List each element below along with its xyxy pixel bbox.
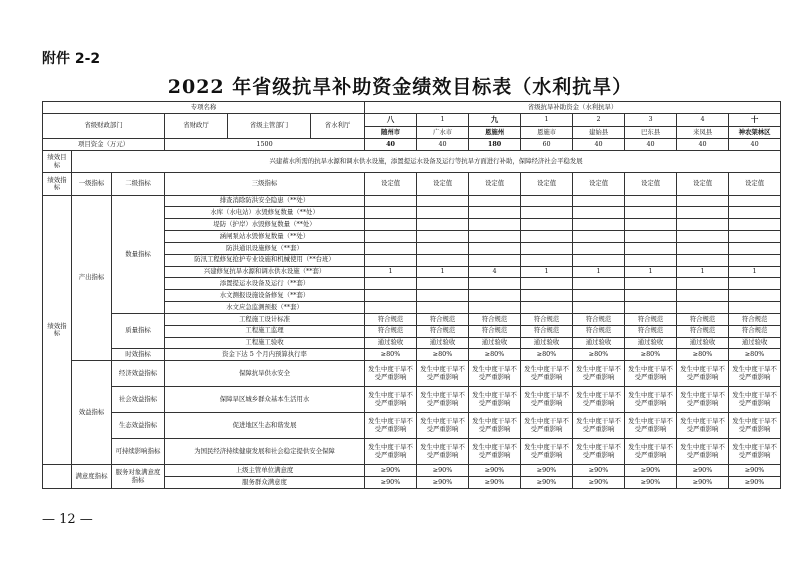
quantity-value <box>417 195 469 207</box>
region-name: 随州市 <box>365 127 417 139</box>
quantity-value <box>469 219 521 231</box>
benefit-level2: 社会效益指标 <box>112 387 165 413</box>
benefit-value: 发生中度干旱不受严重影响 <box>417 439 469 465</box>
quality-value: 符合规范 <box>677 325 729 337</box>
finance-dept-label: 省级财政部门 <box>43 113 165 138</box>
quantity-value <box>625 242 677 254</box>
set-value-header: 设定值 <box>729 173 781 195</box>
satisfaction-value: ≥90% <box>521 477 573 489</box>
quantity-value <box>417 278 469 290</box>
project-name-value: 省级抗旱补助资金（水利抗旱） <box>365 102 781 114</box>
region-code: 八 <box>365 113 417 127</box>
quantity-value <box>625 302 677 314</box>
quantity-value <box>677 219 729 231</box>
quality-value: 符合规范 <box>625 325 677 337</box>
quality-value: 符合规范 <box>521 325 573 337</box>
page-title: 2022 年省级抗旱补助资金绩效目标表（水利抗旱） <box>167 76 633 98</box>
benefit-value: 发生中度干旱不受严重影响 <box>573 361 625 387</box>
quantity-value <box>677 231 729 243</box>
satisfaction-value: ≥90% <box>625 465 677 477</box>
benefit-value: 发生中度干旱不受严重影响 <box>573 387 625 413</box>
set-value-header: 设定值 <box>573 173 625 195</box>
quantity-value <box>625 231 677 243</box>
quantity-value <box>521 290 573 302</box>
funds-label: 项目资金（万元） <box>43 139 165 151</box>
quantity-value <box>417 219 469 231</box>
set-value-header: 设定值 <box>677 173 729 195</box>
level3-header: 三级指标 <box>165 173 365 195</box>
benefit-value: 发生中度干旱不受严重影响 <box>365 361 417 387</box>
satisfaction-value: ≥90% <box>521 465 573 477</box>
benefit-value: 发生中度干旱不受严重影响 <box>573 439 625 465</box>
quantity-value <box>729 207 781 219</box>
benefit-value: 发生中度干旱不受严重影响 <box>521 361 573 387</box>
quantity-value <box>521 278 573 290</box>
quantity-value <box>365 207 417 219</box>
level2-header: 二级指标 <box>112 173 165 195</box>
region-name: 巴东县 <box>625 127 677 139</box>
region-funds: 180 <box>469 139 521 151</box>
funds-row <box>43 139 781 151</box>
quality-value: 符合规范 <box>417 313 469 325</box>
benefit-value: 发生中度干旱不受严重影响 <box>573 413 625 439</box>
quality-value: 符合规范 <box>677 313 729 325</box>
quantity-value <box>365 195 417 207</box>
quantity-value: 1 <box>625 266 677 278</box>
quantity-value <box>365 242 417 254</box>
quantity-value <box>521 195 573 207</box>
benefit-value: 发生中度干旱不受严重影响 <box>625 413 677 439</box>
quantity-value <box>469 195 521 207</box>
quality-value: 通过验收 <box>625 337 677 349</box>
benefit-value: 发生中度干旱不受严重影响 <box>729 387 781 413</box>
satisfaction-indicator: 服务群众满意度 <box>165 477 365 489</box>
benefit-value: 发生中度干旱不受严重影响 <box>729 413 781 439</box>
quantity-value <box>521 207 573 219</box>
region-name: 来凤县 <box>677 127 729 139</box>
quantity-value <box>677 302 729 314</box>
quantity-value <box>677 242 729 254</box>
region-code: 4 <box>677 113 729 127</box>
benefit-value: 发生中度干旱不受严重影响 <box>521 387 573 413</box>
quantity-value <box>417 207 469 219</box>
quantity-indicator: 排查消除防洪安全隐患（**处） <box>165 195 365 207</box>
quantity-value <box>521 219 573 231</box>
benefit-level2: 可持续影响指标 <box>112 439 165 465</box>
indicator-header-row <box>43 173 781 195</box>
benefit-value: 发生中度干旱不受严重影响 <box>677 361 729 387</box>
benefit-level2: 生态效益指标 <box>112 413 165 439</box>
quality-value: 符合规范 <box>573 313 625 325</box>
quantity-value <box>729 195 781 207</box>
quantity-value <box>625 290 677 302</box>
quantity-indicator: 堤防（护岸）水毁修复数量（**处） <box>165 219 365 231</box>
benefit-value: 发生中度干旱不受严重影响 <box>417 387 469 413</box>
benefit-level2: 经济效益指标 <box>112 361 165 387</box>
benefit-value: 发生中度干旱不受严重影响 <box>625 387 677 413</box>
quality-value: 符合规范 <box>573 325 625 337</box>
timeliness-value: ≥80% <box>365 349 417 361</box>
quality-value: 符合规范 <box>521 313 573 325</box>
region-code: 2 <box>573 113 625 127</box>
benefit-value: 发生中度干旱不受严重影响 <box>729 439 781 465</box>
quantity-indicator: 水文测报设施设备修复（**套） <box>165 290 365 302</box>
benefit-value: 发生中度干旱不受严重影响 <box>677 439 729 465</box>
benefit-value: 发生中度干旱不受严重影响 <box>365 439 417 465</box>
competent-dept-label: 省级主管部门 <box>228 113 311 138</box>
attachment-label: 附件 2-2 <box>42 51 101 67</box>
quantity-value <box>469 242 521 254</box>
benefit-value: 发生中度干旱不受严重影响 <box>521 413 573 439</box>
quantity-indicator: 兴建修复抗旱水源和调水供水设施（**套） <box>165 266 365 278</box>
goal-text: 兴建蓄水所需的抗旱水源和调水供水设施，添置提运水设备及运行等抗旱方面进行补助，保障经济社会平稳发展 <box>72 151 781 173</box>
quantity-value <box>573 219 625 231</box>
satisfaction-spacer <box>43 465 72 489</box>
quality-value: 符合规范 <box>469 313 521 325</box>
quality-indicator: 工程施工验收 <box>165 337 365 349</box>
quantity-value <box>469 254 521 266</box>
quantity-value <box>729 278 781 290</box>
region-funds: 40 <box>625 139 677 151</box>
benefit-indicator: 保障抗旱供水安全 <box>165 361 365 387</box>
quality-value: 通过验收 <box>417 337 469 349</box>
quantity-value <box>469 278 521 290</box>
quantity-value <box>469 231 521 243</box>
quality-value: 通过验收 <box>573 337 625 349</box>
benefit-indicator: 保障旱区城乡群众基本生活用水 <box>165 387 365 413</box>
timeliness-value: ≥80% <box>677 349 729 361</box>
satisfaction-value: ≥90% <box>573 465 625 477</box>
quantity-value: 1 <box>729 266 781 278</box>
quantity-value <box>417 231 469 243</box>
set-value-header: 设定值 <box>625 173 677 195</box>
quantity-value <box>365 302 417 314</box>
satisfaction-value: ≥90% <box>625 477 677 489</box>
quality-value: 通过验收 <box>521 337 573 349</box>
timeliness-value: ≥80% <box>469 349 521 361</box>
benefit-value: 发生中度干旱不受严重影响 <box>521 439 573 465</box>
quantity-value: 1 <box>573 266 625 278</box>
quality-row <box>43 313 781 325</box>
benefit-value: 发生中度干旱不受严重影响 <box>677 387 729 413</box>
quality-value: 通过验收 <box>469 337 521 349</box>
competent-dept-value: 省水利厅 <box>311 113 365 138</box>
quality-value: 符合规范 <box>365 313 417 325</box>
benefit-value: 发生中度干旱不受严重影响 <box>625 361 677 387</box>
project-name-row <box>43 102 781 114</box>
quantity-value <box>417 302 469 314</box>
project-name-label: 专项名称 <box>43 102 365 114</box>
quantity-value <box>677 290 729 302</box>
quantity-value <box>365 231 417 243</box>
quantity-indicator: 添置提运水设备及运行（**套） <box>165 278 365 290</box>
quantity-value <box>573 290 625 302</box>
benefit-value: 发生中度干旱不受严重影响 <box>417 361 469 387</box>
benefit-row <box>43 387 781 413</box>
quantity-value <box>677 195 729 207</box>
satisfaction-value: ≥90% <box>677 477 729 489</box>
benefit-row <box>43 439 781 465</box>
quantity-value <box>417 290 469 302</box>
timeliness-value: ≥80% <box>573 349 625 361</box>
benefit-value: 发生中度干旱不受严重影响 <box>677 413 729 439</box>
satisfaction-value: ≥90% <box>469 465 521 477</box>
satisfaction-indicator: 上级主管单位满意度 <box>165 465 365 477</box>
quantity-row <box>43 195 781 207</box>
quantity-value <box>469 290 521 302</box>
timeliness-label: 时效指标 <box>112 349 165 361</box>
quantity-indicator: 涵闸泵站水毁修复数量（**处） <box>165 231 365 243</box>
timeliness-value: ≥80% <box>521 349 573 361</box>
quantity-value <box>573 302 625 314</box>
quantity-value <box>729 242 781 254</box>
quality-value: 通过验收 <box>677 337 729 349</box>
level1-header: 一级指标 <box>72 173 112 195</box>
quantity-value <box>625 207 677 219</box>
benefit-value: 发生中度干旱不受严重影响 <box>469 439 521 465</box>
quantity-value <box>469 302 521 314</box>
quality-value: 符合规范 <box>417 325 469 337</box>
quantity-value: 1 <box>417 266 469 278</box>
quantity-value <box>729 302 781 314</box>
region-funds: 60 <box>521 139 573 151</box>
quantity-value <box>677 207 729 219</box>
quality-value: 符合规范 <box>469 325 521 337</box>
satisfaction-value: ≥90% <box>677 465 729 477</box>
region-name: 恩施市 <box>521 127 573 139</box>
quantity-value <box>677 278 729 290</box>
quantity-value <box>729 231 781 243</box>
region-funds: 40 <box>729 139 781 151</box>
quality-value: 通过验收 <box>365 337 417 349</box>
satisfaction-value: ≥90% <box>729 465 781 477</box>
output-label: 产出指标 <box>72 195 112 361</box>
region-code: 十 <box>729 113 781 127</box>
quantity-value <box>573 278 625 290</box>
set-value-header: 设定值 <box>365 173 417 195</box>
benefit-row <box>43 413 781 439</box>
benefit-row <box>43 361 781 387</box>
satisfaction-row <box>43 465 781 477</box>
quantity-value <box>729 219 781 231</box>
satisfaction-label: 满意度指标 <box>72 465 112 489</box>
quality-value: 符合规范 <box>729 325 781 337</box>
satisfaction-value: ≥90% <box>365 477 417 489</box>
region-funds: 40 <box>417 139 469 151</box>
region-code: 1 <box>521 113 573 127</box>
region-funds: 40 <box>365 139 417 151</box>
quantity-value <box>521 254 573 266</box>
quantity-indicator: 水库（水电站）水毁修复数量（**处） <box>165 207 365 219</box>
quantity-value <box>365 278 417 290</box>
benefit-indicator: 促进地区生态和谐发展 <box>165 413 365 439</box>
timeliness-value: ≥80% <box>417 349 469 361</box>
region-code: 九 <box>469 113 521 127</box>
benefit-indicator: 为国民经济持续健康发展和社会稳定提供安全保障 <box>165 439 365 465</box>
benefit-value: 发生中度干旱不受严重影响 <box>469 361 521 387</box>
region-code: 1 <box>417 113 469 127</box>
region-name: 广水市 <box>417 127 469 139</box>
benefit-value: 发生中度干旱不受严重影响 <box>729 361 781 387</box>
quantity-value <box>417 242 469 254</box>
quality-value: 符合规范 <box>365 325 417 337</box>
quality-value: 通过验收 <box>729 337 781 349</box>
dept-row <box>43 113 781 127</box>
benefit-value: 发生中度干旱不受严重影响 <box>469 387 521 413</box>
set-value-header: 设定值 <box>469 173 521 195</box>
timeliness-row <box>43 349 781 361</box>
quality-indicator: 工程施工设计标准 <box>165 313 365 325</box>
set-value-header: 设定值 <box>417 173 469 195</box>
quantity-value <box>521 242 573 254</box>
funds-value: 1500 <box>165 139 365 151</box>
benefit-label: 效益指标 <box>72 361 112 465</box>
quantity-indicator: 水文应急监测预报（**套） <box>165 302 365 314</box>
quantity-value <box>729 254 781 266</box>
quantity-value <box>625 278 677 290</box>
quantity-value: 1 <box>365 266 417 278</box>
region-name: 建始县 <box>573 127 625 139</box>
quantity-value: 4 <box>469 266 521 278</box>
goal-label: 绩效目标 <box>43 151 72 173</box>
region-funds: 40 <box>677 139 729 151</box>
quantity-value <box>365 254 417 266</box>
quantity-value <box>729 290 781 302</box>
page-number: — 12 — <box>42 512 93 527</box>
quantity-value: 1 <box>677 266 729 278</box>
quantity-label: 数量指标 <box>112 195 165 313</box>
quantity-value <box>365 290 417 302</box>
quantity-indicator: 防洪通讯设施修复（**套） <box>165 242 365 254</box>
satisfaction-value: ≥90% <box>417 465 469 477</box>
benefit-value: 发生中度干旱不受严重影响 <box>417 413 469 439</box>
quality-value: 符合规范 <box>625 313 677 325</box>
quantity-value <box>625 195 677 207</box>
quantity-value <box>573 254 625 266</box>
quantity-value <box>573 231 625 243</box>
finance-dept-value: 省财政厅 <box>165 113 228 138</box>
quantity-value <box>469 207 521 219</box>
benefit-value: 发生中度干旱不受严重影响 <box>365 387 417 413</box>
quantity-value <box>417 254 469 266</box>
timeliness-indicator: 资金下达 5 个月内预算执行率 <box>165 349 365 361</box>
quality-indicator: 工程施工监理 <box>165 325 365 337</box>
timeliness-value: ≥80% <box>729 349 781 361</box>
goal-row <box>43 151 781 173</box>
quality-value: 符合规范 <box>729 313 781 325</box>
quantity-value <box>365 219 417 231</box>
quantity-indicator: 防汛工程修复抢护专业设施和机械使用（**台班） <box>165 254 365 266</box>
quantity-value <box>573 207 625 219</box>
quantity-value <box>521 231 573 243</box>
benefit-value: 发生中度干旱不受严重影响 <box>365 413 417 439</box>
satisfaction-value: ≥90% <box>469 477 521 489</box>
set-value-header: 设定值 <box>521 173 573 195</box>
satisfaction-value: ≥90% <box>729 477 781 489</box>
satisfaction-value: ≥90% <box>365 465 417 477</box>
quantity-value <box>573 242 625 254</box>
timeliness-value: ≥80% <box>625 349 677 361</box>
quantity-value <box>573 195 625 207</box>
region-name: 恩施州 <box>469 127 521 139</box>
quantity-value <box>677 254 729 266</box>
benefit-value: 发生中度干旱不受严重影响 <box>625 439 677 465</box>
region-funds: 40 <box>573 139 625 151</box>
perf-label: 绩效指标 <box>43 173 72 195</box>
quantity-value <box>625 254 677 266</box>
quality-label: 质量指标 <box>112 313 165 348</box>
quantity-value <box>625 219 677 231</box>
quantity-value <box>521 302 573 314</box>
satisfaction-value: ≥90% <box>573 477 625 489</box>
satisfaction-level2: 服务对象满意度指标 <box>112 465 165 489</box>
benefit-value: 发生中度干旱不受严重影响 <box>469 413 521 439</box>
region-code: 3 <box>625 113 677 127</box>
satisfaction-value: ≥90% <box>417 477 469 489</box>
region-name: 神农架林区 <box>729 127 781 139</box>
quantity-value: 1 <box>521 266 573 278</box>
perf-label: 绩效指标 <box>43 195 72 465</box>
performance-target-table <box>42 101 781 489</box>
